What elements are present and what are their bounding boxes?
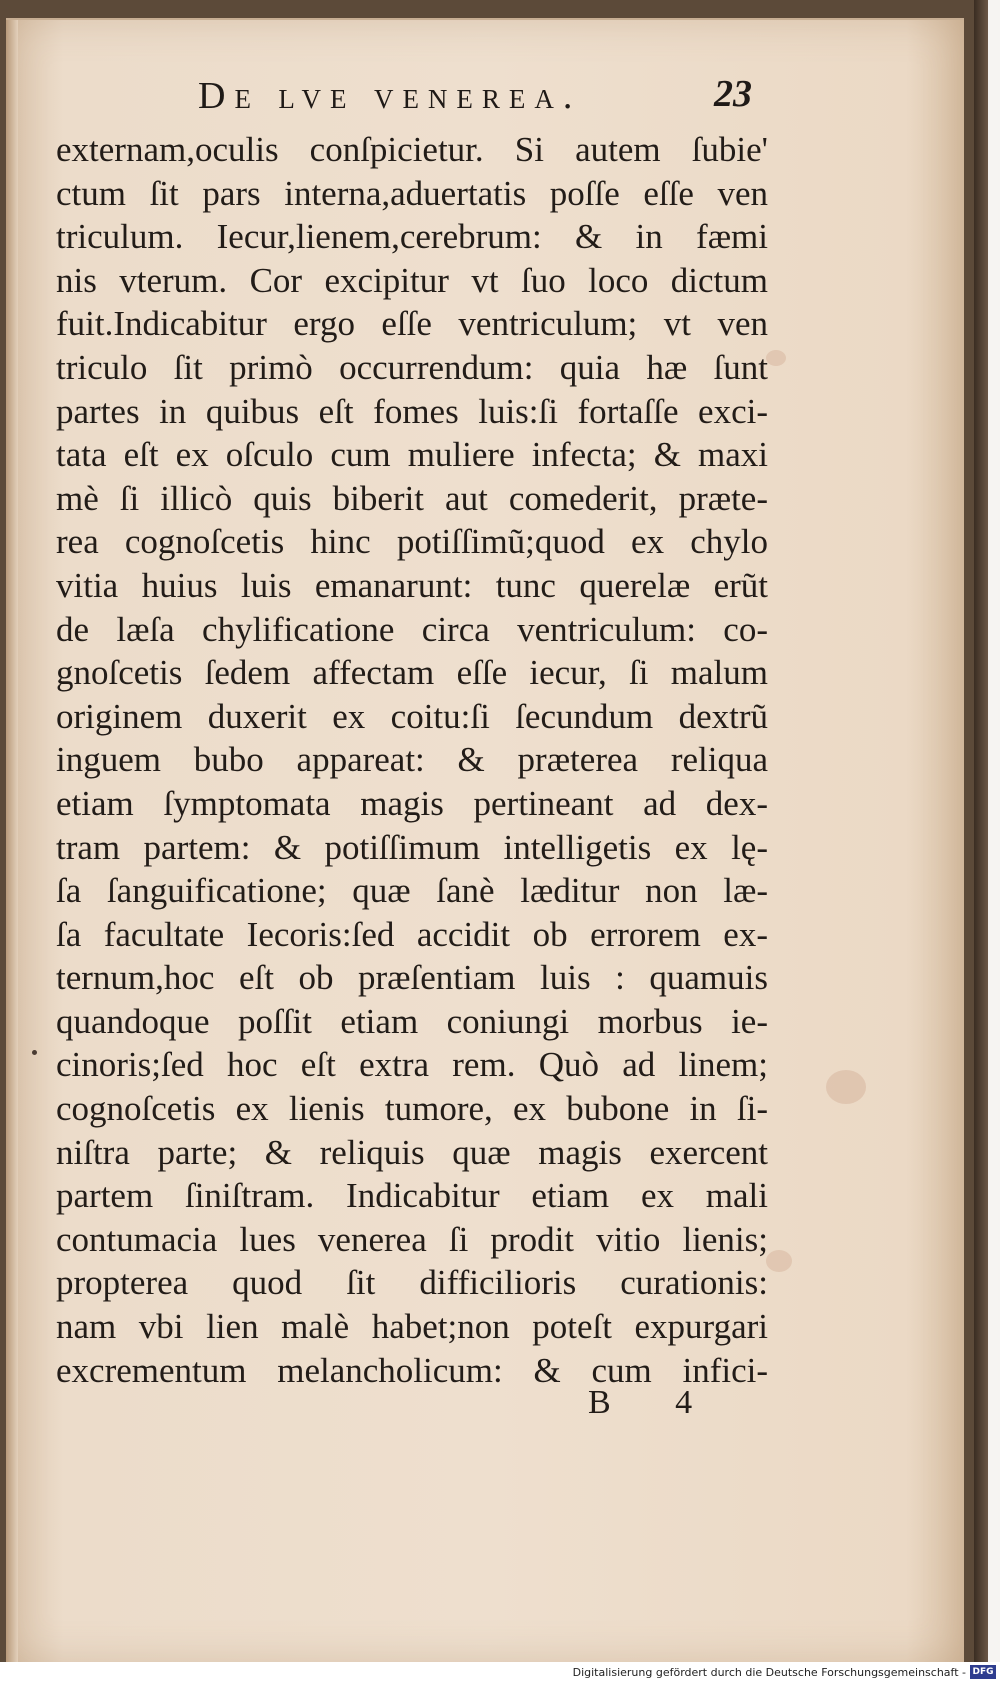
text-line: triculum. Iecur,lienem,cerebrum: & in fæmi <box>56 217 768 257</box>
text-line: excrementum melancholicum: & cum infici- <box>56 1350 768 1390</box>
margin-mark <box>32 1050 37 1055</box>
text-line: triculo ſit primò occurrendum: quia hæ ſunt <box>56 347 768 387</box>
text-line: quandoque poſſit etiam coniungi morbus ie- <box>56 1001 768 1041</box>
text-line: partes in quibus eſt fomes luis:ſi fortaſſe exci- <box>56 391 768 431</box>
text-line: ternum,hoc eſt ob præſentiam luis : quamuis <box>56 958 768 998</box>
paper-stain <box>766 350 786 366</box>
digitization-footer <box>0 1662 1000 1683</box>
text-line: rea cognoſcetis hinc potiſſimũ;quod ex chylo <box>56 522 768 562</box>
text-line: ctum ſit pars interna,aduertatis poſſe eſſe ven <box>56 173 768 213</box>
text-line: originem duxerit ex coitu:ſi ſecundum dextrũ <box>56 696 768 736</box>
text-line: contumacia lues venerea ſi prodit vitio lienis; <box>56 1219 768 1259</box>
text-line: nam vbi lien malè habet;non poteſt expurgari <box>56 1307 768 1347</box>
text-line: cinoris;ſed hoc eſt extra rem. Quò ad linem; <box>56 1045 768 1085</box>
text-line: nis vterum. Cor excipitur vt ſuo loco dictum <box>56 260 768 300</box>
body-text <box>56 128 768 1392</box>
text-line: tata eſt ex oſculo cum muliere infecta; & maxi <box>56 435 768 475</box>
folio-number: 23 <box>714 73 752 115</box>
paper-stain <box>826 1070 866 1104</box>
text-line: inguem bubo appareat: & præterea reliqua <box>56 740 768 780</box>
running-head: De lve venerea. <box>198 75 582 117</box>
paper-stain <box>766 1250 792 1272</box>
text-line: tram partem: & potiſſimum intelligetis ex lę- <box>56 827 768 867</box>
text-line: partem ſiniſtram. Indicabitur etiam ex mali <box>56 1176 768 1216</box>
text-line: cognoſcetis ex lienis tumore, ex bubone in ſi- <box>56 1089 768 1129</box>
text-line: de læſa chylificatione circa ventriculum: co- <box>56 609 768 649</box>
text-line: mè ſi illicò quis biberit aut comederit, præte- <box>56 478 768 518</box>
text-line: ſa facultate Iecoris:ſed accidit ob errorem ex- <box>56 914 768 954</box>
text-line: etiam ſymptomata magis pertineant ad dex- <box>56 783 768 823</box>
text-line: propterea quod ſit difficilioris curationis: <box>56 1263 768 1303</box>
text-line: ſa ſanguificatione; quæ ſanè læditur non læ- <box>56 871 768 911</box>
signature-mark: B 4 <box>588 1384 721 1421</box>
text-line: externam,oculis conſpicietur. Si autem ſubie' <box>56 130 768 169</box>
text-line: vitia huius luis emanarunt: tunc querelæ erũt <box>56 565 768 605</box>
text-line: fuit.Indicabitur ergo eſſe ventriculum; vt ven <box>56 304 768 344</box>
text-line: niſtra parte; & reliquis quæ magis exercent <box>56 1132 768 1172</box>
text-line: gnoſcetis ſedem affectam eſſe iecur, ſi malum <box>56 653 768 693</box>
footer-credit: Digitalisierung gefördert durch die Deutsche Forschungsgemeinschaft - <box>572 1666 966 1679</box>
dfg-logo-icon: DFG <box>970 1665 996 1679</box>
